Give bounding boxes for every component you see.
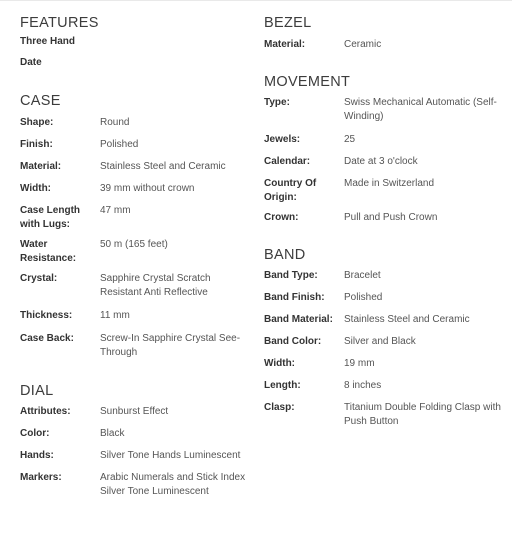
spec-value: 47 mm: [100, 205, 131, 216]
spec-label: Case Back:: [20, 333, 74, 344]
spec-value: 11 mm: [100, 310, 130, 321]
spec-value: 50 m (165 feet): [100, 239, 168, 250]
spec-value: 25: [344, 134, 356, 145]
spec-row-band-width: [264, 357, 504, 371]
spec-row-clasp: [264, 401, 504, 429]
spec-label: Attributes:: [20, 406, 71, 417]
case-title: CASE: [20, 93, 61, 109]
spec-value: Stainless Steel and Ceramic: [100, 161, 226, 172]
case-section: [20, 92, 250, 360]
left-column: [20, 14, 250, 499]
spec-label: Shape:: [20, 117, 54, 128]
spec-row-band-finish: [264, 291, 504, 305]
spec-label: Crown:: [264, 212, 299, 223]
spec-label: Finish:: [20, 139, 53, 150]
spec-row-dial-markers: [20, 471, 250, 499]
spec-value: Ceramic: [344, 39, 382, 50]
spec-row-band-material: [264, 313, 504, 327]
spec-label: Width:: [264, 358, 296, 369]
spec-row-calendar: [264, 155, 504, 169]
spec-row-case-back: [20, 332, 250, 360]
spec-row-country-of-origin: [264, 177, 504, 205]
spec-value: Round: [100, 117, 130, 128]
spec-row-case-material: [20, 160, 250, 174]
spec-label: Color:: [20, 428, 50, 439]
band-title: BAND: [264, 247, 306, 263]
spec-value: Sunburst Effect: [100, 406, 169, 417]
spec-value: 39 mm without crown: [100, 183, 195, 194]
spec-label: Thickness:: [20, 310, 73, 321]
spec-row-dial-hands: [20, 449, 250, 463]
spec-row-crown: [264, 211, 504, 225]
spec-row-water-resistance: [20, 238, 250, 266]
spec-value: Made in Switzerland: [344, 178, 435, 189]
spec-row-band-color: [264, 335, 504, 349]
spec-value: Date at 3 o'clock: [344, 156, 418, 167]
spec-label: Band Type:: [264, 270, 318, 281]
spec-row-band-length: [264, 379, 504, 393]
spec-label: Crystal:: [20, 273, 58, 284]
spec-row-bezel-material: [264, 38, 504, 52]
right-column: [264, 14, 504, 429]
spec-label: Clasp:: [264, 402, 295, 413]
spec-row-dial-color: [20, 427, 250, 441]
spec-value: Titanium Double Folding Clasp with Push Button: [344, 402, 501, 427]
spec-value: Silver Tone Hands Luminescent: [100, 450, 241, 461]
spec-row-dial-attributes: [20, 405, 250, 419]
spec-value: Sapphire Crystal Scratch Resistant Anti Reflective: [100, 273, 211, 298]
spec-row-case-shape: [20, 116, 250, 130]
feature-item-date: Date: [20, 57, 42, 68]
spec-label: Water Resistance:: [20, 239, 77, 264]
feature-item-three-hand: Three Hand: [20, 36, 76, 47]
spec-label: Band Finish:: [264, 292, 325, 303]
top-divider: [0, 0, 512, 1]
spec-label: Length:: [264, 380, 301, 391]
spec-value: Stainless Steel and Ceramic: [344, 314, 470, 325]
spec-value: 19 mm: [344, 358, 375, 369]
features-title: FEATURES: [20, 15, 99, 31]
spec-row-thickness: [20, 309, 250, 323]
spec-label: Material:: [264, 39, 306, 50]
dial-title: DIAL: [20, 383, 54, 399]
band-section: [264, 246, 504, 429]
movement-title: MOVEMENT: [264, 74, 351, 90]
dial-section: [20, 382, 250, 499]
spec-label: Material:: [20, 161, 62, 172]
spec-value: Bracelet: [344, 270, 381, 281]
spec-label: Jewels:: [264, 134, 301, 145]
features-section: [20, 14, 250, 70]
spec-row-movement-type: [264, 96, 504, 124]
spec-value: Pull and Push Crown: [344, 212, 438, 223]
movement-section: [264, 73, 504, 225]
spec-value: Screw-In Sapphire Crystal See-Through: [100, 333, 241, 358]
spec-row-crystal: [20, 272, 250, 300]
spec-row-case-finish: [20, 138, 250, 152]
spec-row-band-type: [264, 269, 504, 283]
spec-value: Silver and Black: [344, 336, 416, 347]
spec-row-case-width: [20, 182, 250, 196]
spec-row-jewels: [264, 133, 504, 147]
spec-value: Polished: [344, 292, 383, 303]
spec-value: Swiss Mechanical Automatic (Self-Winding): [344, 97, 497, 122]
spec-label: Band Color:: [264, 336, 322, 347]
spec-value: Arabic Numerals and Stick Index Silver Tone Luminescent: [100, 472, 246, 497]
spec-label: Country Of Origin:: [264, 178, 317, 203]
spec-label: Hands:: [20, 450, 54, 461]
spec-label: Markers:: [20, 472, 62, 483]
spec-label: Band Material:: [264, 314, 333, 325]
bezel-title: BEZEL: [264, 15, 312, 31]
spec-label: Type:: [264, 97, 290, 108]
spec-label: Calendar:: [264, 156, 311, 167]
spec-value: Polished: [100, 139, 139, 150]
spec-label: Case Length with Lugs:: [20, 205, 81, 230]
bezel-section: [264, 14, 504, 52]
spec-value: Black: [100, 428, 125, 439]
spec-label: Width:: [20, 183, 52, 194]
spec-row-case-length: [20, 204, 250, 232]
spec-value: 8 inches: [344, 380, 382, 391]
